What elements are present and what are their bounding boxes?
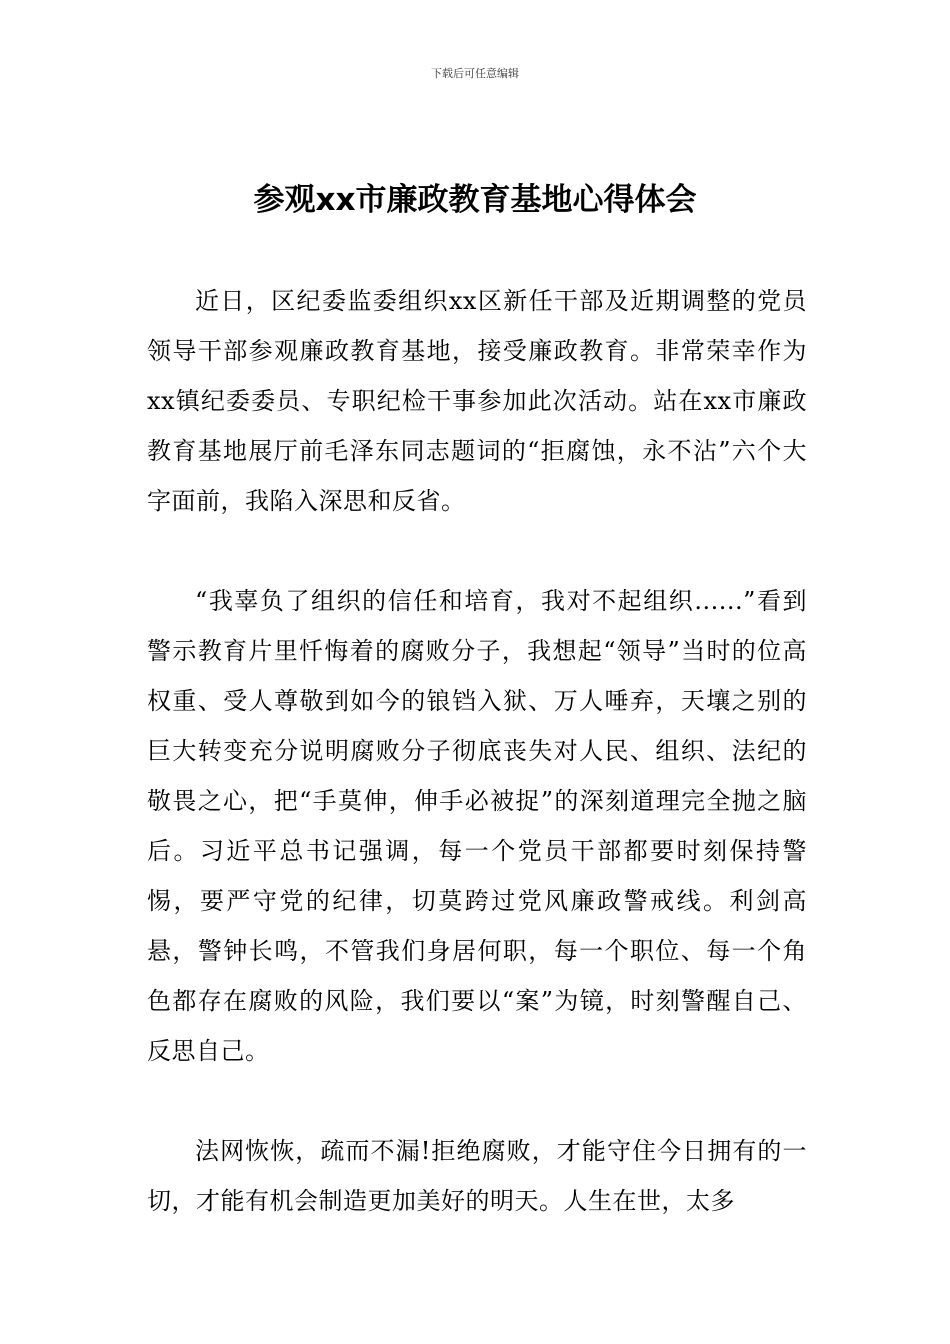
paragraph-3: 法网恢恢，疏而不漏!拒绝腐败，才能守住今日拥有的一切，才能有机会制造更加美好的明天。人生在世，太多 (147, 1137, 807, 1215)
document-body (147, 276, 807, 1276)
header-note: 下载后可任意编辑 (431, 67, 519, 80)
paragraph-2: “我辜负了组织的信任和培育，我对不起组织......”看到警示教育片里忏悔着的腐败分子，我想起“领导”当时的位高权重、受人尊敬到如今的锒铛入狱、万人唾弃，天壤之别的巨大转变充分说明腐败分子彻底丧失对人民、组织、法纪的敬畏之心，把“手莫伸，伸手必被捉”的深刻道理完全抛之脑后。习近平总书记强调，每一个党员干部都要时刻保持警惕，要严守党的纪律，切莫跨过党风廉政警戒线。利剑高悬，警钟长鸣，不管我们身居何职，每一个职位、每一个角色都存在腐败的风险，我们要以“案”为镜，时刻警醒自己、反思自己。 (147, 587, 807, 1065)
document-title: 参观xx市廉政教育基地心得体会 (253, 182, 697, 218)
paragraph-1: 近日，区纪委监委组织xx区新任干部及近期调整的党员领导干部参观廉政教育基地，接受廉政教育。非常荣幸作为xx镇纪委委员、专职纪检干事参加此次活动。站在xx市廉政教育基地展厅前毛泽东同志题词的“拒腐蚀，永不沾”六个大字面前，我陷入深思和反省。 (147, 287, 807, 515)
